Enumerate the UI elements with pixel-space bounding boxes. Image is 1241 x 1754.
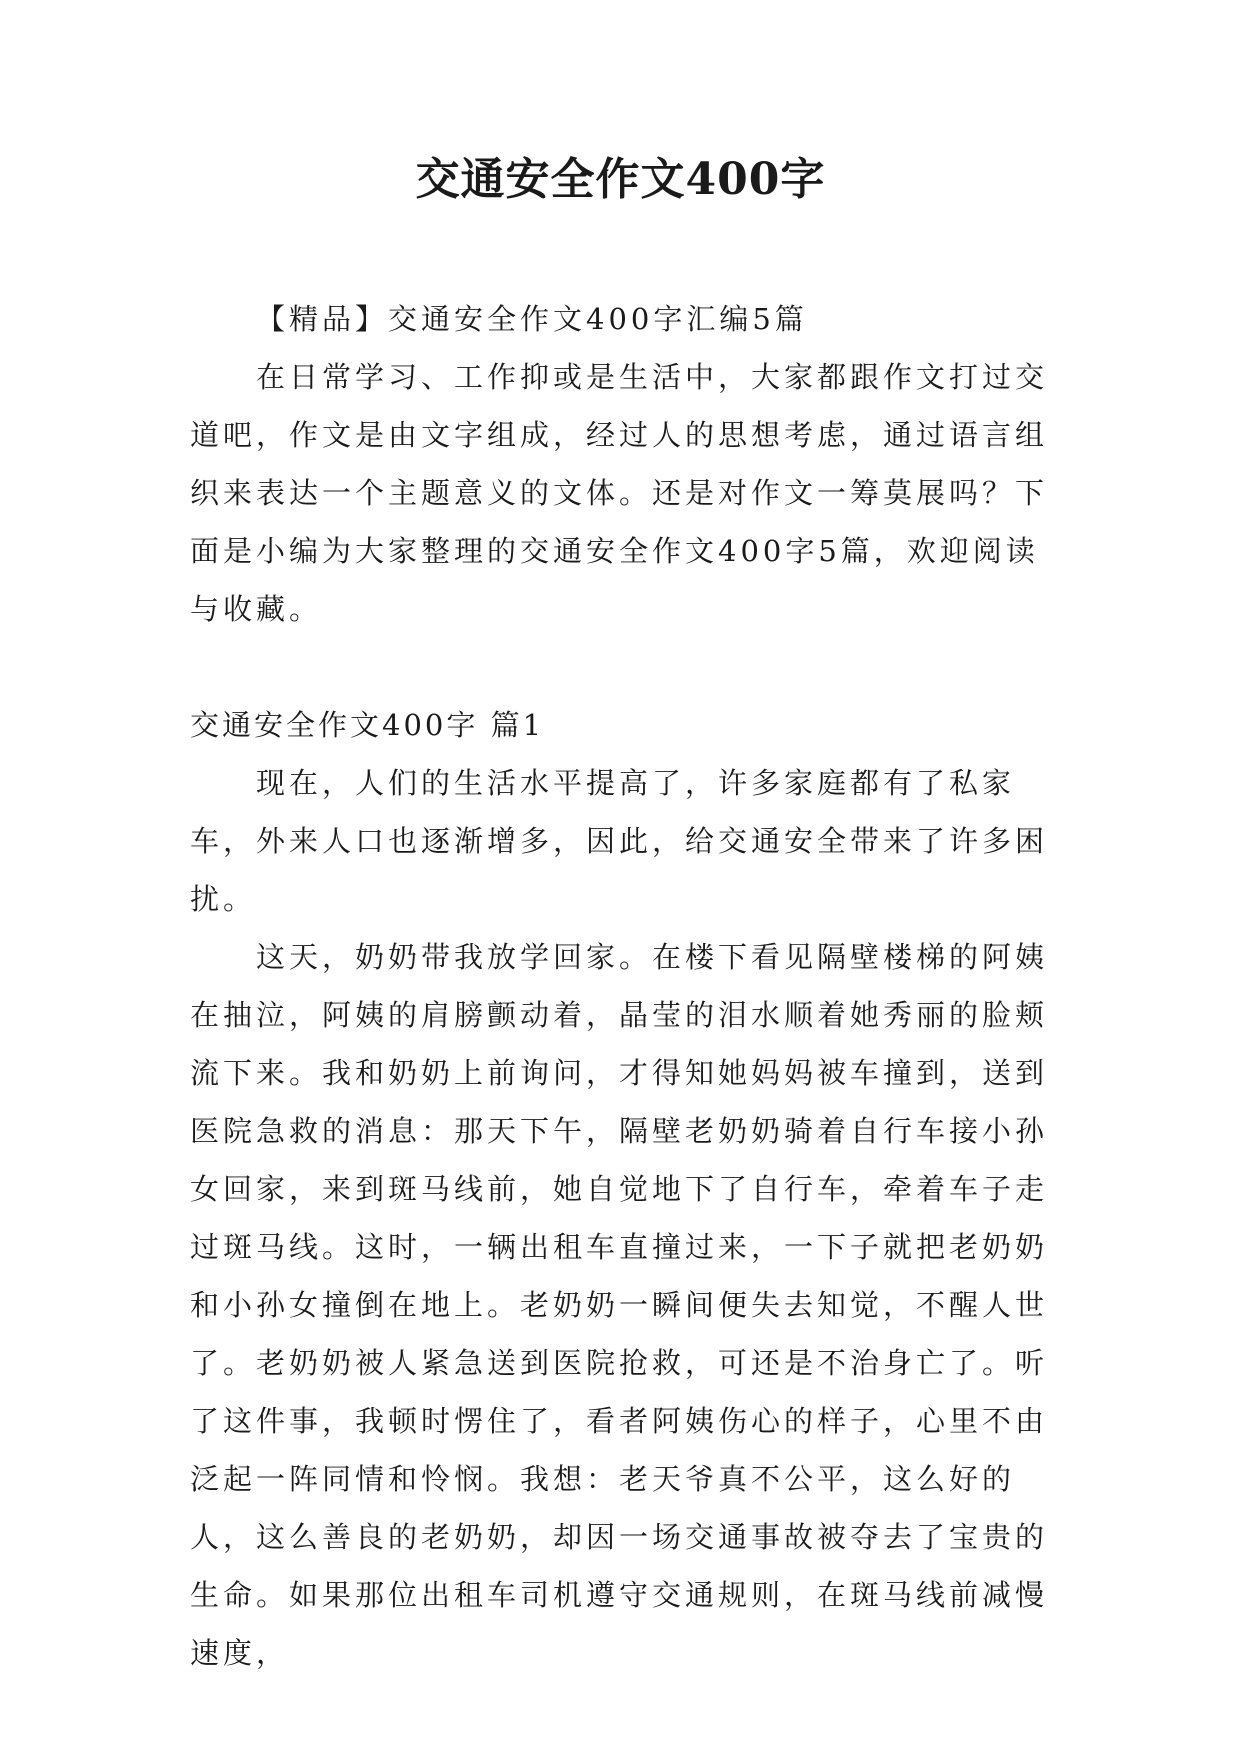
document-subtitle: 【精品】交通安全作文400字汇编5篇 — [256, 302, 808, 336]
body-paragraph: 这天，奶奶带我放学回家。在楼下看见隔壁楼梯的阿姨在抽泣，阿姨的肩膀颤动着，晶莹的泪水顺着她秀丽的脸颊流下来。我和奶奶上前询问，才得知她妈妈被车撞到，送到医院急救的消息：那天下午，隔壁老奶奶骑着自行车接小孙女回家，来到斑马线前，她自觉地下了自行车，牵着车子走过斑马线。这时，一辆出租车直撞过来，一下子就把老奶奶和小孙女撞倒在地上。老奶奶一瞬间便失去知觉，不醒人世了。老奶奶被人紧急送到医院抢救，可还是不治身亡了。听了这件事，我顿时愣住了，看者阿姨伤心的样子，心里不由泛起一阵同情和怜悯。我想：老天爷真不公平，这么好的人，这么善良的老奶奶，却因一场交通事故被夺去了宝贵的生命。如果那位出租车司机遵守交通规则，在斑马线前减慢速度， — [190, 940, 1049, 1670]
intro-paragraph: 在日常学习、工作抑或是生活中，大家都跟作文打过交道吧，作文是由文字组成，经过人的思想考虑，通过语言组织来表达一个主题意义的文体。还是对作文一筹莫展吗？下面是小编为大家整理的交通安全作文400字5篇，欢迎阅读与收藏。 — [190, 360, 1049, 626]
body-paragraph: 现在，人们的生活水平提高了，许多家庭都有了私家车，外来人口也逐渐增多，因此，给交通安全带来了许多困扰。 — [190, 766, 1049, 916]
document-body — [190, 290, 1070, 1682]
document-title: 交通安全作文400字 — [415, 154, 826, 205]
section-heading: 交通安全作文400字 篇1 — [190, 708, 545, 742]
